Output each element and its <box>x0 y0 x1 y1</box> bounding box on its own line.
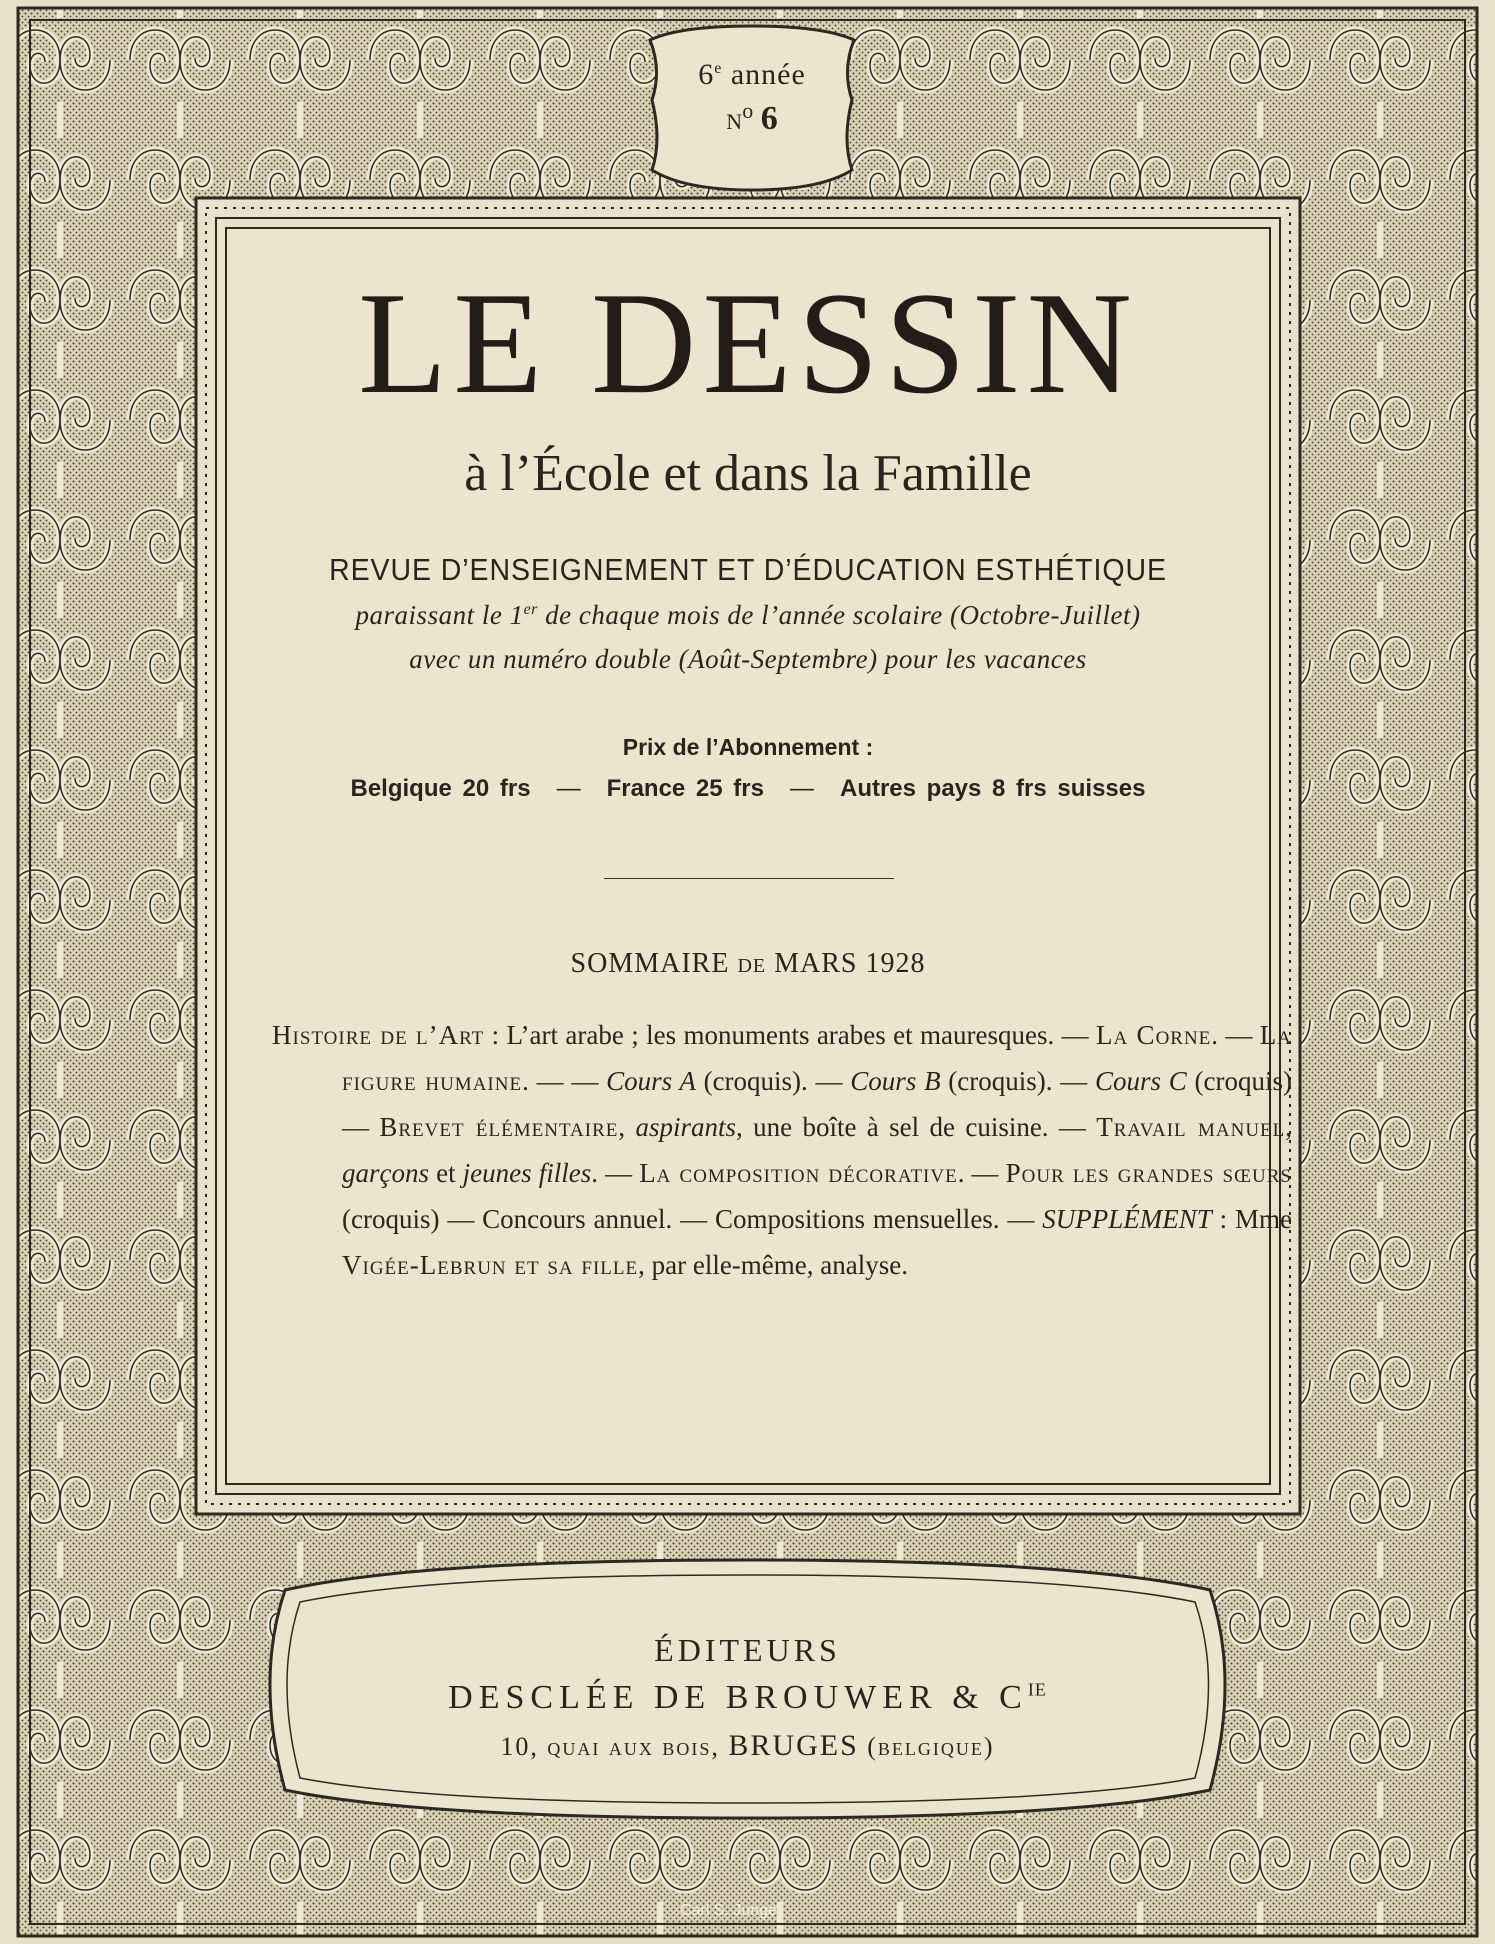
sommaire-part: Histoire de l’Art <box>272 1020 485 1050</box>
periodicity-line-1: paraissant le 1er de chaque mois de l’année scolaire (Octobre-Juillet) <box>355 600 1141 630</box>
sommaire-part: Cours B <box>850 1066 941 1096</box>
publisher-label: ÉDITEURS <box>654 1632 841 1668</box>
price-belgique: Belgique 20 frs <box>350 775 531 802</box>
sommaire-part: (croquis). — <box>940 1066 1096 1096</box>
sommaire-part: garçons <box>342 1158 429 1188</box>
separator-dash: — <box>556 775 581 802</box>
sommaire-part: (croquis). — <box>695 1066 851 1096</box>
sommaire-part: (croquis) — <box>342 1066 1293 1142</box>
main-panel <box>228 230 1293 1480</box>
publisher-block <box>0 1632 1495 1763</box>
sommaire-part: , <box>1285 1112 1293 1142</box>
sommaire-part: Cours C <box>1095 1066 1187 1096</box>
sommaire-part: Travail manuel <box>1096 1112 1286 1142</box>
sommaire-heading: SOMMAIRE DE MARS 1928 <box>570 948 926 979</box>
sommaire-part: jeunes filles <box>462 1158 592 1188</box>
sommaire-part: et <box>429 1158 463 1188</box>
separator-dash: — <box>789 775 814 802</box>
sommaire-part: aspirants <box>635 1112 737 1142</box>
periodicity-line-2: avec un numéro double (Août-Septembre) pour les vacances <box>409 644 1087 674</box>
subscription-prices <box>228 775 1268 803</box>
sommaire-part: . — <box>591 1158 640 1188</box>
sommaire-part: Brevet élémentaire <box>379 1112 619 1142</box>
sommaire-part: SUPPLÉMENT <box>1042 1204 1212 1234</box>
issue-number: $N^o$ 6 <box>726 98 778 137</box>
sommaire-contents <box>272 1012 1292 1288</box>
price-france: France 25 frs <box>606 775 764 802</box>
sommaire-part: . — — <box>522 1066 607 1096</box>
sommaire-part: La composition décorative <box>639 1158 958 1188</box>
watermark: Carl S. Junge <box>680 1902 777 1919</box>
publisher-address: 10, quai aux bois, BRUGES (belgique) <box>500 1729 995 1762</box>
sommaire-part: (croquis) — Concours annuel. — Compositions mensuelles. — <box>342 1204 1043 1234</box>
sommaire-part: Pour les grandes sœurs <box>1005 1158 1292 1188</box>
year-label: 6e année <box>698 58 806 91</box>
sommaire-part: : L’art arabe ; les monuments arabes et mauresques. — <box>484 1020 1096 1050</box>
sommaire-part: La Corne <box>1095 1020 1212 1050</box>
sommaire-part: . — <box>1211 1020 1260 1050</box>
sommaire-part: , une boîte à sel de cuisine. — <box>736 1112 1097 1142</box>
publisher-name: DESCLÉE DE BROUWER & $C^{IE}$ <box>448 1679 1047 1716</box>
sommaire-part: , par elle-même, analyse. <box>638 1250 908 1280</box>
divider-rule <box>604 878 894 879</box>
sommaire-part: La figure humaine <box>342 1020 1293 1096</box>
sommaire-part: : Mme <box>1211 1204 1292 1234</box>
issue-cartouche <box>652 40 852 180</box>
journal-subtitle: à l’École et dans la Famille <box>464 445 1032 502</box>
subscription-label: Prix de l’Abonnement : <box>622 734 874 760</box>
revue-description: REVUE D’ENSEIGNEMENT ET D’ÉDUCATION ESTHÉTIQUE <box>329 552 1167 587</box>
sommaire-part: Vigée-Lebrun et sa fille <box>342 1250 639 1280</box>
price-autres-pays: Autres pays 8 frs suisses <box>839 775 1146 802</box>
sommaire-part: , <box>618 1112 636 1142</box>
sommaire-part: . — <box>957 1158 1006 1188</box>
journal-title: LE DESSIN <box>358 262 1138 424</box>
sommaire-part: Cours A <box>606 1066 696 1096</box>
